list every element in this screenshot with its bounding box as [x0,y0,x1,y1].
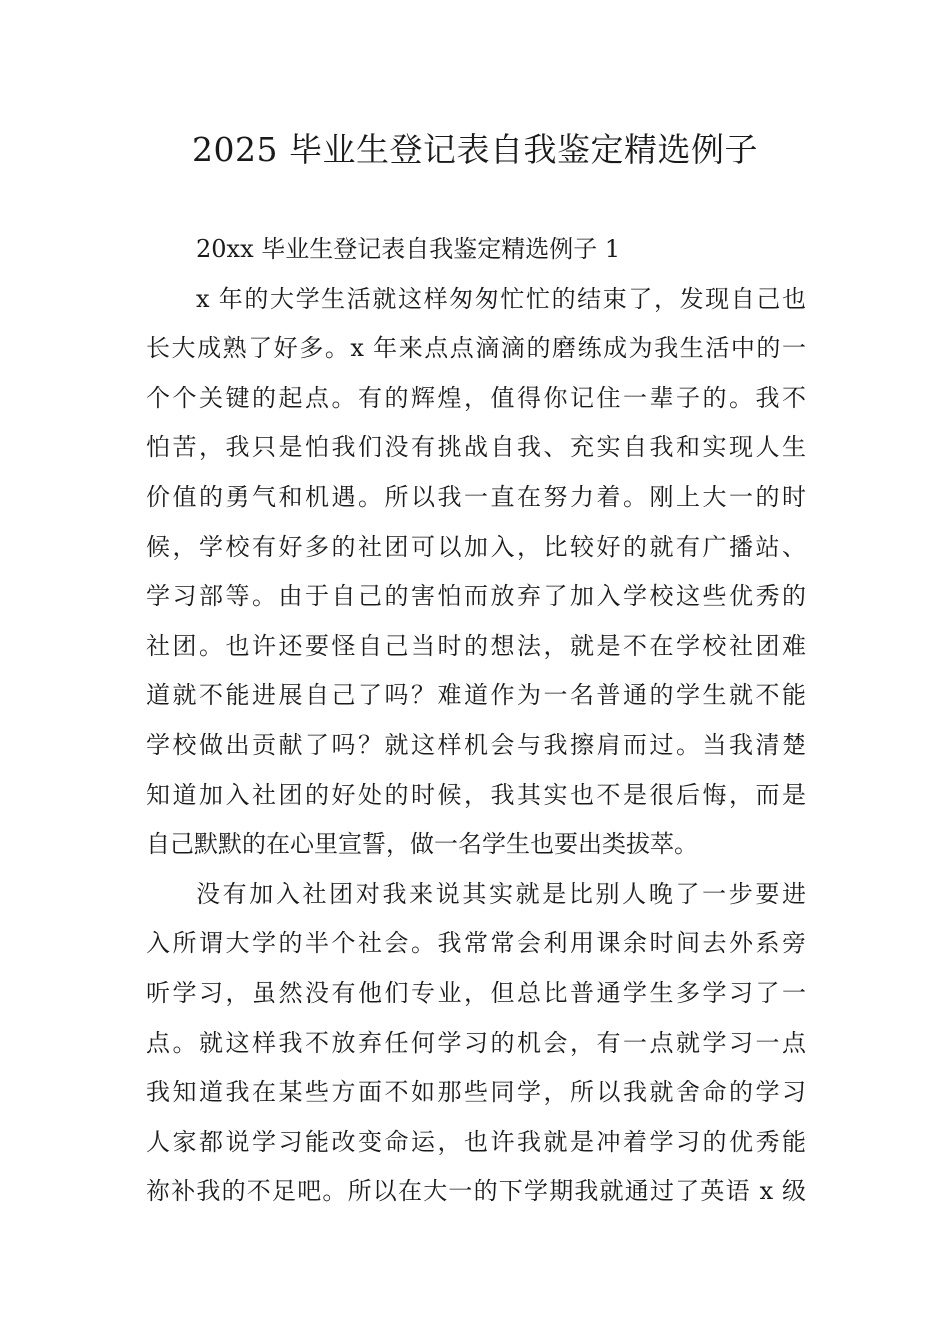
paragraph-line: 祢补我的不足吧。所以在大一的下学期我就通过了英语 x 级 [146,1177,806,1206]
paragraph-line: 点。就这样我不放弃任何学习的机会，有一点就学习一点 [146,1028,806,1057]
paragraph-line: 学习部等。由于自己的害怕而放弃了加入学校这些优秀的 [146,582,806,611]
paragraph-line: 个个关键的起点。有的辉煌，值得你记住一辈子的。我不 [146,383,806,412]
paragraph-line: 候，学校有好多的社团可以加入，比较好的就有广播站、 [146,532,806,561]
paragraph-line: 听学习，虽然没有他们专业，但总比普通学生多学习了一 [146,978,806,1007]
paragraph-line: 我知道我在某些方面不如那些同学，所以我就舍命的学习 [146,1078,806,1107]
paragraph-line: 学校做出贡献了吗？就这样机会与我擦肩而过。当我清楚 [146,730,806,759]
paragraph-line: 人家都说学习能改变命运，也许我就是冲着学习的优秀能 [146,1127,806,1156]
document-title: 2025 毕业生登记表自我鉴定精选例子 [192,130,758,169]
paragraph-line: 知道加入社团的好处的时候，我其实也不是很后悔，而是 [146,780,806,809]
paragraph-line: 怕苦，我只是怕我们没有挑战自我、充实自我和实现人生 [146,433,806,462]
paragraph-line: 没有加入社团对我来说其实就是比别人晚了一步要进 [196,879,806,908]
paragraph-2 [146,870,806,1217]
paragraph-line: 入所谓大学的半个社会。我常常会利用课余时间去外系旁 [146,929,806,958]
paragraph-line: 道就不能进展自己了吗？难道作为一名普通的学生就不能 [146,681,806,710]
paragraph-line: 自己默默的在心里宣誓，做一名学生也要出类拔萃。 [146,830,698,859]
document-body [146,225,806,1217]
paragraph-line: 长大成熟了好多。x 年来点点滴滴的磨练成为我生活中的一 [146,334,806,363]
paragraph-line: 社团。也许还要怪自己当时的想法，就是不在学校社团难 [146,631,806,660]
paragraph-line: 价值的勇气和机遇。所以我一直在努力着。刚上大一的时 [146,482,806,511]
paragraph-line: x 年的大学生活就这样匆匆忙忙的结束了，发现自己也 [196,284,806,313]
paragraph-1 [146,275,806,870]
section-subheading: 20xx 毕业生登记表自我鉴定精选例子 1 [196,235,621,263]
